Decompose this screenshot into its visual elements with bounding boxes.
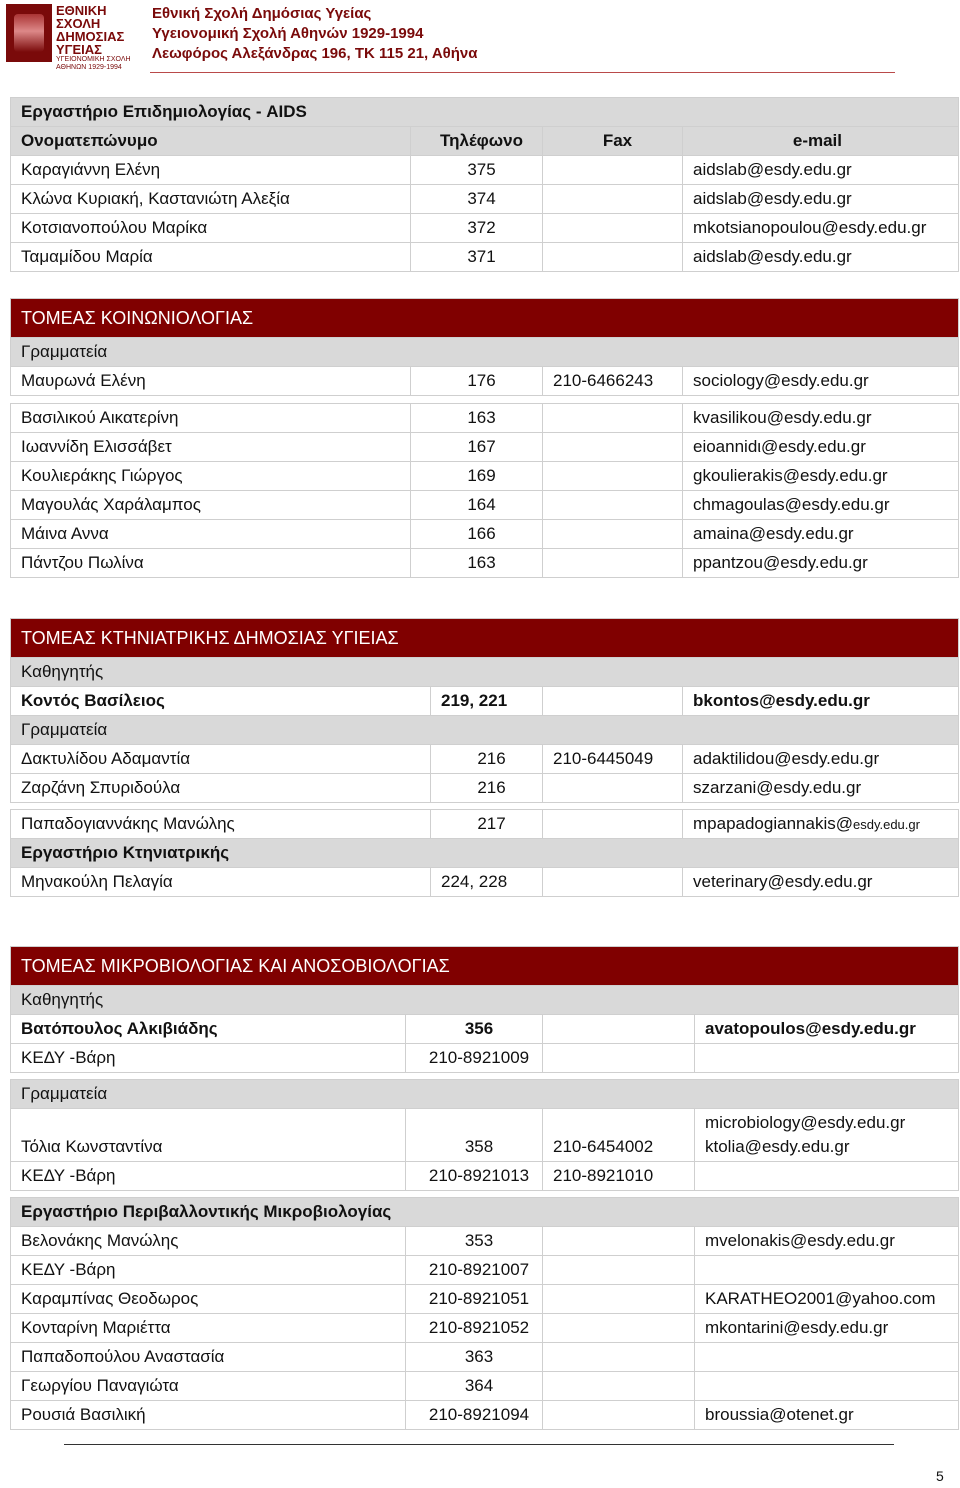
row-phone: 210-8921094 [406,1401,543,1430]
row-fax [543,774,683,803]
table-row [11,1256,959,1285]
row-phone: 210-8921007 [406,1256,543,1285]
logo-emblem-icon [6,4,52,62]
row-name: Ζαρζάνη Σπυριδούλα [11,774,431,803]
row-name: ΚΕΔΥ -Βάρη [11,1256,406,1285]
row-phone: 166 [411,520,543,549]
institution-name: Εθνική Σχολή Δημόσιας Υγείας [152,5,372,22]
row-phone: 216 [431,745,543,774]
section-title: ΤΟΜΕΑΣ ΚΟΙΝΩΝΙΟΛΟΓΙΑΣ [11,299,959,338]
row-phone: 358 [406,1109,543,1162]
row-fax: 210-6466243 [543,367,683,396]
table-row [11,367,959,396]
logo-line: ΣΧΟΛΗ [56,16,101,31]
row-fax [543,243,683,272]
table-row [11,404,959,433]
row-name: Μαγουλάς Χαράλαμπος [11,491,411,520]
table-row [11,214,959,243]
logo-line: ΔΗΜΟΣΙΑΣ [56,29,125,44]
row-email: aidslab@esdy.edu.gr [683,185,959,214]
row-name: Ιωαννίδη Ελισσάβετ [11,433,411,462]
row-fax [543,1256,695,1285]
row-name: Μάινα Αννα [11,520,411,549]
row-phone: 375 [411,156,543,185]
row-email: adaktilidou@esdy.edu.gr [683,745,959,774]
row-fax [543,404,683,433]
secretariat-label: Γραμματεία [11,1080,959,1109]
row-fax [543,185,683,214]
email-tail: esdy.edu.gr [852,817,920,832]
table-row [11,810,959,839]
row-name: Παπαδογιαννάκης Μανώλης [11,810,431,839]
row-fax: 210-8921010 [543,1162,695,1191]
row-email: avatopoulos@esdy.edu.gr [695,1015,959,1044]
row-phone: 167 [411,433,543,462]
row-phone: 364 [406,1372,543,1401]
row-email: aidslab@esdy.edu.gr [683,156,959,185]
row-phone: 353 [406,1227,543,1256]
row-fax [543,520,683,549]
institution-former-name: Υγειονομική Σχολή Αθηνών 1929-1994 [152,25,424,42]
row-name: Πάντζου Πωλίνα [11,549,411,578]
row-phone: 169 [411,462,543,491]
table-row [11,1314,959,1343]
table-row [11,520,959,549]
row-fax [543,687,683,716]
table-row [11,1227,959,1256]
row-email: mkontarini@esdy.edu.gr [695,1314,959,1343]
row-name: Παπαδοπούλου Αναστασία [11,1343,406,1372]
aids-lab-title: Εργαστήριο Επιδημιολογίας - AIDS [11,98,959,127]
row-fax [543,433,683,462]
row-fax [543,1015,695,1044]
table-row [11,1015,959,1044]
row-phone: 219, 221 [431,687,543,716]
row-fax [543,1044,695,1073]
aids-lab-table [10,97,959,272]
professor-label: Καθηγητής [11,986,959,1015]
row-phone: 374 [411,185,543,214]
page-header [0,0,960,80]
row-fax [543,1372,695,1401]
school-logo [6,3,138,71]
section-title: ΤΟΜΕΑΣ ΚΤΗΝΙΑΤΡΙΚΗΣ ΔΗΜΟΣΙΑΣ ΥΓΙΕΙΑΣ [11,619,959,658]
row-fax [543,156,683,185]
row-fax: 210-6445049 [543,745,683,774]
logo-line: ΥΓΕΙΑΣ [56,42,102,57]
secretariat-label: Γραμματεία [11,716,959,745]
row-name: Ταμαμίδου Μαρία [11,243,411,272]
institution-block [152,4,477,64]
row-name: Μηνακούλη Πελαγία [11,868,431,897]
row-phone: 371 [411,243,543,272]
row-email: szarzani@esdy.edu.gr [683,774,959,803]
row-name: Κοντός Βασίλειος [11,687,431,716]
row-name: Δακτυλίδου Αδαμαντία [11,745,431,774]
row-fax [543,462,683,491]
row-email [683,810,959,839]
column-header-name: Ονοματεπώνυμο [11,127,411,156]
table-row [11,1343,959,1372]
institution-address: Λεωφόρος Αλεξάνδρας 196, ΤΚ 115 21, Αθήνα [152,45,478,62]
row-phone: 176 [411,367,543,396]
secretariat-email: ktolia@esdy.edu.gr [705,1137,850,1156]
lab-label: Εργαστήριο Περιβαλλοντικής Μικροβιολογίας [11,1198,959,1227]
table-row [11,549,959,578]
row-email: kvasilikou@esdy.edu.gr [683,404,959,433]
row-email [695,1109,959,1162]
column-header-fax: Fax [543,127,683,156]
table-row [11,1285,959,1314]
row-name: Τόλια Κωνσταντίνα [11,1109,406,1162]
table-row [11,868,959,897]
row-email [695,1372,959,1401]
row-fax [543,214,683,243]
row-phone: 363 [406,1343,543,1372]
row-phone: 163 [411,549,543,578]
table-row [11,491,959,520]
table-row [11,1044,959,1073]
logo-line: ΕΘΝΙΚΗ [56,3,107,18]
spacer [11,1073,959,1080]
row-email [695,1162,959,1191]
header-divider [150,72,895,73]
row-name: Κουλιεράκης Γιώργος [11,462,411,491]
section-title: ΤΟΜΕΑΣ ΜΙΚΡΟΒΙΟΛΟΓΙΑΣ ΚΑΙ ΑΝΟΣΟΒΙΟΛΟΓΙΑΣ [11,947,959,986]
table-row [11,745,959,774]
row-email: mvelonakis@esdy.edu.gr [695,1227,959,1256]
page-number: 5 [936,1468,944,1484]
row-phone: 372 [411,214,543,243]
microbiology-table [10,946,959,1430]
row-email: chmagoulas@esdy.edu.gr [683,491,959,520]
row-phone: 164 [411,491,543,520]
row-name: Καραγιάννη Ελένη [11,156,411,185]
row-name: Βελονάκης Μανώλης [11,1227,406,1256]
row-fax [543,491,683,520]
row-name: Βατόπουλος Αλκιβιάδης [11,1015,406,1044]
row-phone: 210-8921013 [406,1162,543,1191]
logo-text [56,4,140,72]
row-email: KARATHEO2001@yahoo.com [695,1285,959,1314]
row-name: Βασιλικού Αικατερίνη [11,404,411,433]
row-fax [543,1401,695,1430]
logo-line: ΥΓΕΙΟΝΟΜΙΚΗ ΣΧΟΛΗ [56,56,131,63]
row-email: broussia@otenet.gr [695,1401,959,1430]
row-email [695,1343,959,1372]
row-name: Ρουσιά Βασιλική [11,1401,406,1430]
row-fax [543,549,683,578]
table-row [11,1109,959,1162]
table-row [11,156,959,185]
email-main: mpapadogiannakis@ [693,814,853,833]
secretariat-label: Γραμματεία [11,338,959,367]
spacer [11,1191,959,1198]
row-phone: 217 [431,810,543,839]
row-fax [543,1343,695,1372]
row-email: eioannidι@esdy.edu.gr [683,433,959,462]
row-name: Μαυρωνά Ελένη [11,367,411,396]
row-fax [543,1285,695,1314]
row-phone: 356 [406,1015,543,1044]
row-name: Κονταρίνη Μαριέττα [11,1314,406,1343]
row-fax [543,868,683,897]
row-phone: 210-8921051 [406,1285,543,1314]
lab-label: Εργαστήριο Κτηνιατρικής [11,839,959,868]
table-row [11,462,959,491]
logo-line: ΑΘΗΝΩΝ 1929-1994 [56,64,122,71]
row-phone: 163 [411,404,543,433]
spacer [11,803,959,810]
row-phone: 224, 228 [431,868,543,897]
row-email [695,1256,959,1285]
veterinary-table [10,618,959,897]
row-name: Γεωργίου Παναγιώτα [11,1372,406,1401]
row-email: veterinary@esdy.edu.gr [683,868,959,897]
table-row [11,243,959,272]
row-email: aidslab@esdy.edu.gr [683,243,959,272]
table-row [11,1401,959,1430]
row-email: gkoulierakis@esdy.edu.gr [683,462,959,491]
table-row [11,1372,959,1401]
table-row [11,687,959,716]
row-phone: 210-8921052 [406,1314,543,1343]
table-row [11,433,959,462]
column-header-phone: Τηλέφωνο [411,127,543,156]
sociology-table [10,298,959,578]
row-name: ΚΕΔΥ -Βάρη [11,1162,406,1191]
row-fax [543,1314,695,1343]
row-email: amaina@esdy.edu.gr [683,520,959,549]
row-fax: 210-6454002 [543,1109,695,1162]
spacer [11,396,959,404]
table-row [11,774,959,803]
row-name: ΚΕΔΥ -Βάρη [11,1044,406,1073]
row-name: Καραμπίνας Θεοδωρος [11,1285,406,1314]
row-name: Κλώνα Κυριακή, Καστανιώτη Αλεξία [11,185,411,214]
row-email: sociology@esdy.edu.gr [683,367,959,396]
footer-divider [64,1444,894,1445]
row-email: ppantzou@esdy.edu.gr [683,549,959,578]
row-name: Κοτσιανοπούλου Μαρίκα [11,214,411,243]
table-row [11,185,959,214]
row-fax [543,810,683,839]
row-email: bkontos@esdy.edu.gr [683,687,959,716]
table-row [11,1162,959,1191]
row-phone: 216 [431,774,543,803]
professor-label: Καθηγητής [11,658,959,687]
row-email [695,1044,959,1073]
row-email: mkotsianopoulou@esdy.edu.gr [683,214,959,243]
column-header-email: e-mail [683,127,959,156]
row-phone: 210-8921009 [406,1044,543,1073]
secretariat-email: microbiology@esdy.edu.gr [705,1113,906,1132]
row-fax [543,1227,695,1256]
